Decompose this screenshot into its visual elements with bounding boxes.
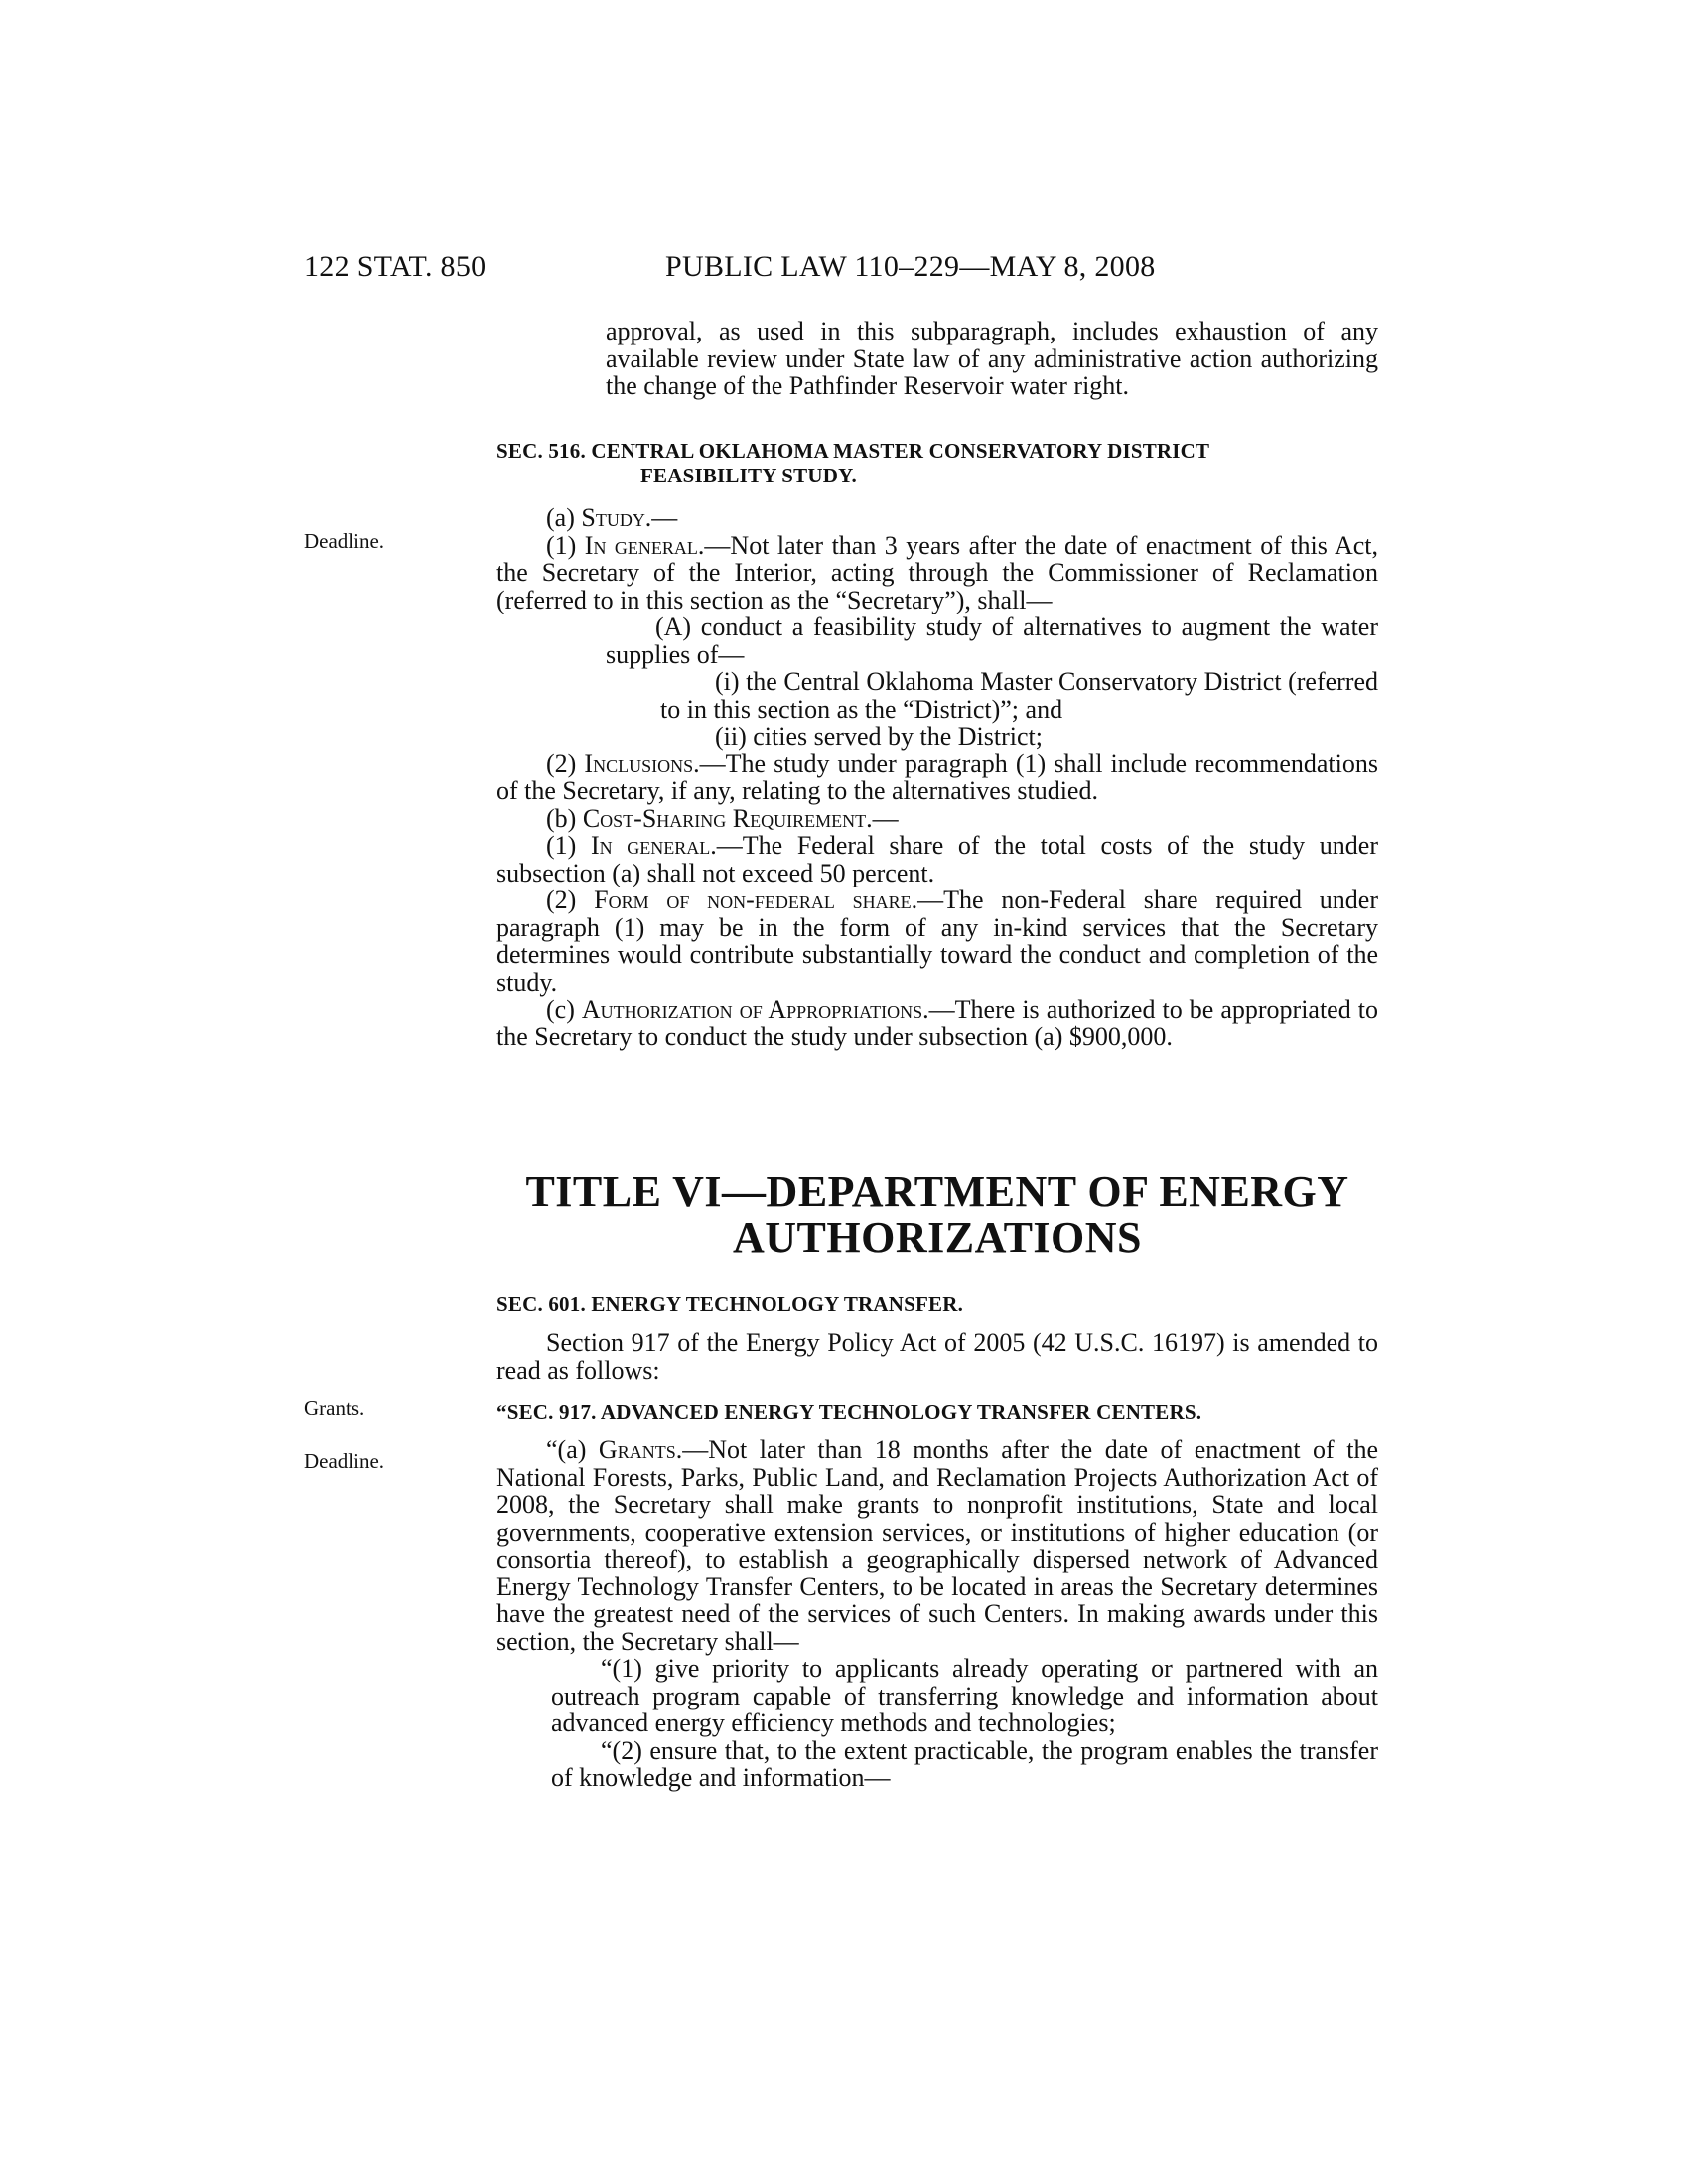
clause-i <box>496 668 1378 723</box>
running-header: PUBLIC LAW 110–229—MAY 8, 2008 <box>665 250 1156 283</box>
caption: In general. <box>584 530 705 560</box>
section-601 <box>496 1293 1378 1792</box>
continuation-block <box>496 318 1378 400</box>
caption: Form of non-federal share. <box>594 886 918 914</box>
text: —The non-Federal share required under paragraph (1) may be in the form of any in-kind services that the Secretary determines would contribute substantially toward the conduct and completion of the study. <box>496 886 1378 997</box>
paragraph-b1 <box>496 832 1378 887</box>
section-heading-line: SEC. 516. CENTRAL OKLAHOMA MASTER CONSERVATORY DISTRICT <box>496 439 1210 463</box>
margin-note-grants: Grants. <box>304 1396 365 1420</box>
clause-ii: (ii) cities served by the District; <box>715 722 1043 751</box>
label: (2) <box>546 886 595 914</box>
subparagraph-A <box>496 614 1378 668</box>
title-vi <box>496 1169 1378 1261</box>
caption: In general. <box>590 831 717 860</box>
section-601-text: Section 917 of the Energy Policy Act of 2005 (42 U.S.C. 16197) is amended to read as follows: <box>496 1328 1378 1385</box>
paragraph-a1 <box>496 532 1378 614</box>
label: (c) <box>546 995 582 1024</box>
label: (b) <box>546 803 583 833</box>
label: “(a) <box>546 1435 599 1464</box>
label: (1) <box>546 530 585 560</box>
continuation-paragraph: approval, as used in this subparagraph, includes exhaustion of any available review under State law of any administrative action authorizing the change of the Pathfinder Reservoir water right. <box>606 317 1378 400</box>
section-heading <box>496 439 1378 488</box>
title-heading-line: TITLE VI—DEPARTMENT OF ENERGY <box>525 1167 1349 1216</box>
paragraph-a2 <box>496 751 1378 805</box>
caption: Inclusions. <box>584 749 700 778</box>
text: (i) the Central Oklahoma Master Conservatory District (referred to in this section as the “District)”; and <box>660 667 1378 724</box>
label: (a) <box>546 503 582 532</box>
paragraph-g1: “(1) give priority to applicants already operating or partnered with an outreach program capable of transferring knowledge and information about advanced energy efficiency methods and technologies; <box>551 1654 1378 1737</box>
caption: Cost-Sharing Requirement.— <box>582 803 899 833</box>
text: (A) conduct a feasibility study of alternatives to augment the water supplies of— <box>606 613 1378 669</box>
subsection-b-heading <box>496 805 1378 833</box>
page-stat-reference: 122 STAT. 850 <box>304 250 487 283</box>
paragraph-b2 <box>496 887 1378 996</box>
section-516-body <box>496 504 1378 1050</box>
text: —Not later than 18 months after the date of enactment of the National Forests, Parks, Public Land, and Reclamation Projects Authorization Act of 2008, the Secretary shall make grants to nonprofit institutions, State and local governments, cooperative extension services, or institutions of higher education (or consortia thereof), to establish a geographically dispersed network of Advanced Energy Technology Transfer Centers, to be located in areas the Secretary determines have the greatest need of the services of such Centers. In making awards under this section, the Secretary shall— <box>496 1435 1378 1656</box>
margin-note-deadline: Deadline. <box>304 1449 385 1473</box>
subsection-grants <box>496 1436 1378 1655</box>
text: —The Federal share of the total costs of the study under subsection (a) shall not exceed 50 percent. <box>496 831 1378 887</box>
text: —Not later than 3 years after the date of enactment of this Act, the Secretary of the Interior, acting through the Commissioner of Reclamation (referred to in this section as the “Secretary”), shall— <box>496 530 1378 614</box>
section-heading: “SEC. 917. ADVANCED ENERGY TECHNOLOGY TRANSFER CENTERS. <box>496 1400 1202 1424</box>
section-heading: SEC. 601. ENERGY TECHNOLOGY TRANSFER. <box>496 1293 964 1316</box>
section-516 <box>496 439 1378 488</box>
label: (1) <box>546 831 591 860</box>
margin-note-deadline: Deadline. <box>304 529 385 553</box>
caption: Grants. <box>598 1435 683 1464</box>
paragraph-g2: “(2) ensure that, to the extent practicable, the program enables the transfer of knowledge and information— <box>551 1735 1378 1792</box>
caption: Authorization of Appropriations. <box>581 995 929 1024</box>
label: (2) <box>546 749 585 778</box>
subsection-a-heading <box>496 504 1378 532</box>
section-heading-line: FEASIBILITY STUDY. <box>640 464 857 487</box>
title-heading-line: AUTHORIZATIONS <box>732 1213 1143 1262</box>
text: —The study under paragraph (1) shall include recommendations of the Secretary, if any, relating to the alternatives studied. <box>496 749 1378 805</box>
subsection-c <box>496 996 1378 1050</box>
text: —There is authorized to be appropriated to the Secretary to conduct the study under subsection (a) $900,000. <box>496 995 1378 1051</box>
caption: Study.— <box>581 503 678 532</box>
